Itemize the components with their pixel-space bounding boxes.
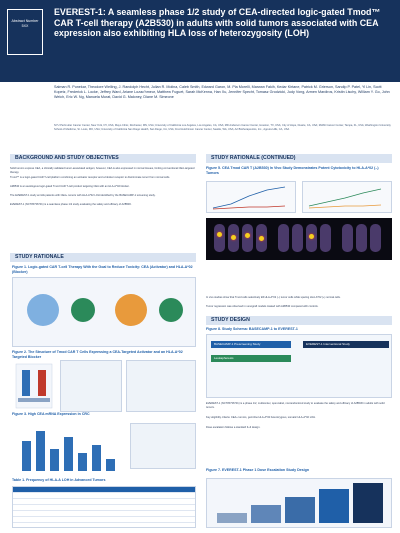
tmod-cell-2 [159, 298, 183, 322]
cea-bar-4 [64, 437, 73, 471]
figure-3-side-panel [130, 423, 196, 469]
tumor-cell [115, 294, 147, 326]
cea-bar-3 [50, 449, 59, 471]
section-study-design: STUDY DESIGN [206, 316, 392, 325]
normal-cell [27, 294, 59, 326]
rationale-bullet-1: In vivo studies show that Tmod cells selectively kill HLA-A*02 (–) tumor cells while sparing HLA-A*02 (+) normal cells. [206, 296, 341, 299]
section-rationale-continued: STUDY RATIONALE (CONTINUED) [206, 154, 392, 163]
study-schema [206, 334, 392, 398]
rationale-bullet-2: Tumor regression was observed in xenograft models treated with A2B530 compared with controls. [206, 305, 319, 308]
cea-bar-2 [36, 431, 45, 471]
tumor-signal [259, 236, 264, 241]
mouse-image [278, 224, 289, 252]
tumor-signal [309, 234, 314, 239]
author-list: Salman R. Punekar, Theodore Welling, J. Randolph Hecht, Julian R. Molina, Caleb Smith, Edward Garon, M. Pia Morelli, Marwan Fakih, Kedar Kirtane, Patrick M. Grierson, Sandip P. Patel, Yi Lin, Scott Kopetz, Frederick L. Locke, Jeffrey Ward, Ariane Lozac'hmeur, Matthew Fuguet, Sarah McKenna, Han Xu, Jennifer Specht, Tomasz Grodzicki, Judy Vong, Armen Mardiros, Kristin Lischy, William Y. Go, John Welch, Eric W. Ng, Manuela Murat, David G. Maloney, Diane M. Simeone [54, 85, 390, 100]
figure-2 [12, 360, 196, 412]
mouse-image [356, 224, 367, 252]
figure-8-title: Figure 8. Study Schema: BASECAMP-1 to EVEREST-1 [206, 327, 298, 331]
table-1 [12, 486, 196, 528]
mouse-image [242, 224, 253, 252]
figure-6-imaging [206, 218, 392, 260]
figure-5-chart-left [206, 181, 296, 213]
figure-5-title: Figure 5. CEA Tmod CAR T (A2B530) In Vivo Study Demonstrates Potent Cytotoxicity to HLA-A*02 (–) Tumors [206, 166, 379, 175]
mouse-image [320, 224, 331, 252]
section-background: BACKGROUND AND STUDY OBJECTIVES [10, 154, 196, 163]
mouse-image [342, 224, 353, 252]
abstract-number: Abstract Number 5XX [11, 19, 39, 28]
design-bullet-2: Key eligibility criteria: CEA+ tumors, germline HLA-A*02 heterozygous, somatic HLA-A*02 LOH. [206, 416, 316, 419]
poster-title: EVEREST-1: A seamless phase 1/2 study of CEA-directed logic-gated Tmod™ CAR T-cell therapy (A2B530) in adults with solid tumors associated with CEA expression also exhibiting HLA loss of heterozygosity (LOH) [54, 7, 381, 39]
cea-bar-5 [78, 453, 87, 471]
mouse-image [256, 224, 267, 252]
flow-step-everest: EVEREST-1 Interventional Study [303, 341, 389, 348]
cea-bar-6 [92, 445, 101, 471]
figure-2-legend-panel [126, 360, 196, 412]
tumor-signal [231, 235, 236, 240]
mouse-image [370, 224, 381, 252]
bg-bullet-5: EVEREST-1 (NCT05736731) is a seamless phase 1/2 study evaluating the safety and efficacy of A2B530. [10, 203, 132, 206]
cea-bar-1 [22, 441, 31, 471]
figure-5-right-lines [303, 182, 393, 214]
figure-3-title: Figure 3. High CEA mRNA Expression in CRC [12, 412, 90, 416]
figure-3-chart [12, 419, 196, 471]
dose-escalation-steps [207, 479, 393, 529]
tumor-signal [245, 233, 250, 238]
table-row [13, 517, 195, 523]
flow-step-basecamp: BASECAMP-1 Prescreening Study [211, 341, 291, 348]
abstract-number-box [7, 9, 43, 55]
cea-bar-7 [106, 459, 115, 471]
flow-step-leukapheresis: Leukapheresis [211, 355, 291, 362]
mouse-image [214, 224, 225, 252]
figure-5 [206, 175, 392, 213]
section-rationale: STUDY RATIONALE [10, 253, 196, 262]
mouse-image [306, 224, 317, 252]
figure-5-chart-right [302, 181, 392, 213]
figure-7-diagram [206, 478, 392, 528]
table-1-title: Table 1. Frequency of HLA-A LOH in Advanced Tumors [12, 478, 106, 482]
figure-7-title: Figure 7. EVEREST-1 Phase 1 Dose Escalation Study Design [206, 468, 310, 472]
bg-bullet-3: A2B530 is an autologous logic-gated Tmod CAR T-cell product targeting CEA with an HLA-A*02 blocker. [10, 185, 130, 188]
figure-2-title: Figure 2. The Structure of Tmod CAR T Cells Expressing a CEA-Targeted Activator and an HLA-A*02 Targeted Blocker [12, 350, 183, 359]
affiliations: NYU Perlmutter Cancer Center, New York, NY, USA; Mayo Clinic, Rochester, MN, USA; University of California Los Angeles, Los Angeles, CA, USA; MD Anderson Cancer Center, Houston, TX, USA; City of Hope, Duarte, CA, USA; Moffitt Cancer Center, Tampa, FL, USA; Washington University School of Medicine, St. Louis, MO, USA; University of California San Diego Health, San Diego, CA, USA; Fred Hutchinson Cancer Center, Seattle, WA, USA; A2 Biotherapeutics, Inc., Agoura Hills, CA, USA [54, 124, 391, 131]
tumor-signal [217, 232, 222, 237]
mouse-image [228, 224, 239, 252]
tmod-cell [71, 298, 95, 322]
receptor-structure-diagram [12, 360, 56, 412]
figure-5-left-lines [207, 182, 297, 214]
design-bullet-3: Dose escalation follows a standard 3+3 design. [206, 426, 261, 429]
bg-bullet-4: The EVEREST-1 study enrolls patients with CEA+ tumors with HLA-A*02 LOH identified by the BASECAMP-1 screening study. [10, 194, 156, 197]
mouse-image [292, 224, 303, 252]
bg-bullet-1: Solid tumors express CEA, a clinically validated tumor-associated antigen; however, CEA is also expressed in normal tissues, limiting conventional CEA-targeted therapy. [10, 167, 195, 174]
design-bullet-1: EVEREST-1 (NCT05736731) is a phase 1/2, multicenter, open-label, nonrandomized study to evaluate the safety and efficacy of A2B530 in adults with solid tumors. [206, 402, 385, 409]
bg-bullet-2: Tmod™ is a logic-gated CAR T-cell platform combining an activator receptor and a blocker receptor to discriminate tumor from normal cells. [10, 176, 170, 179]
figure-1-title: Figure 1. Logic-gated CAR T-cell Therapy With the Goal to Reduce Toxicity: CEA (Activator) and HLA-A*02 (Blocker) [12, 265, 193, 274]
figure-1-diagram [12, 277, 196, 347]
figure-2-text-panel [60, 360, 122, 412]
